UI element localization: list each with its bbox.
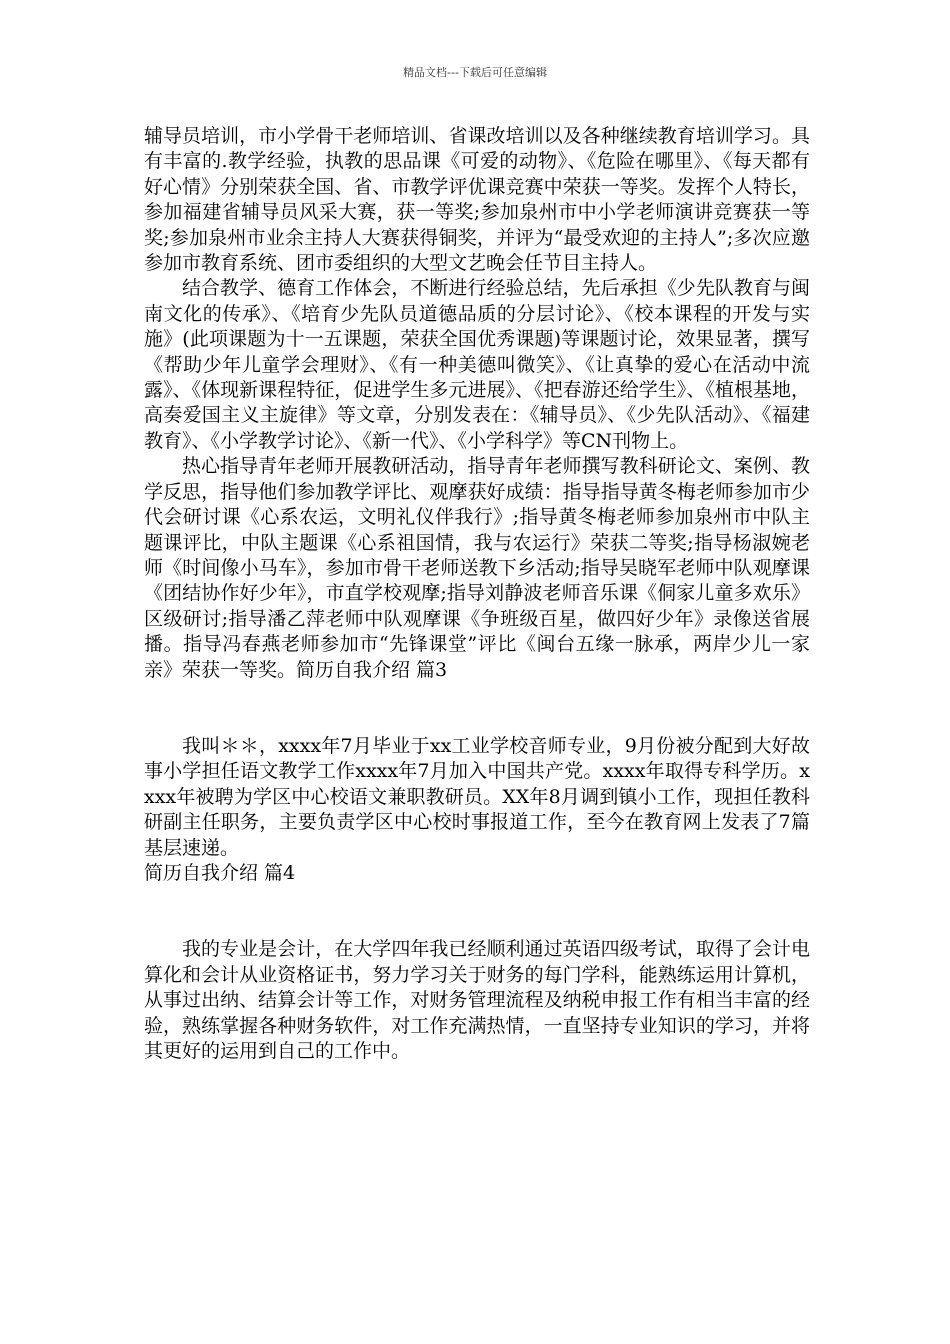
paragraph-mentoring: 热心指导青年老师开展教研活动，指导青年老师撰写教科研论文、案例、教学反思，指导他们参加教学评比、观摩获好成绩：指导指导黄冬梅老师参加市少代会研讨课《心系农运，文明礼仪伴我行》;指导黄冬梅老师参加泉州市中队主题课评比，中队主题课《心系祖国情，我与农运行》荣获二等奖;指导杨淑婉老师《时间像小马车》，参加市骨干老师送教下乡活动;指导吴晓军老师中队观摩课《团结协作好少年》，市直学校观摩;指导刘静波老师音乐课《侗家儿童多欢乐》区级研讨;指导潘乙萍老师中队观摩课《争班级百星，做四好少年》录像送省展播。指导冯春燕老师参加市“先锋课堂”评比《闽台五缘一脉承，两岸少儿一家亲》荣获一等奖。简历自我介绍 篇3 [144, 455, 810, 681]
document-body [144, 124, 810, 1064]
spacer [144, 683, 810, 734]
paragraph-training: 辅导员培训，市小学骨干老师培训、省课改培训以及各种继续教育培训学习。具有丰富的.教学经验，执教的思品课《可爱的动物》、《危险在哪里》、《每天都有好心情》分别荣获全国、省、市教学评优课竞赛中荣获一等奖。发挥个人特长，参加福建省辅导员风采大赛，获一等奖;参加泉州市中小学老师演讲竞赛获一等奖;参加泉州市业余主持人大赛获得铜奖，并评为“最受欢迎的主持人”;多次应邀参加市教育系统、团市委组织的大型文艺晚会任节目主持人。 [144, 125, 810, 275]
spacer [144, 886, 810, 937]
paragraph-research: 结合教学、德育工作体会，不断进行经验总结，先后承担《少先队教育与闽南文化的传承》、《培育少先队员道德品质的分层讨论》、《校本课程的开发与实施》(此项课题为十一五课题，荣获全国优秀课题)等课题讨论，效果显著，撰写《帮助少年儿童学会理财》、《有一种美德叫微笑》、《让真挚的爱心在活动中流露》、《体现新课程特征，促进学生多元进展》、《把春游还给学生》、《植根基地，高奏爱国主义主旋律》等文章，分别发表在：《辅导员》、《少先队活动》、《福建教育》、《小学教学讨论》、《新一代》、《小学科学》等CN刊物上。 [144, 277, 810, 452]
paragraph-resume-3: 我叫＊＊，xxxx年7月毕业于xx工业学校音师专业，9月份被分配到大好故事小学担任语文教学工作xxxx年7月加入中国共产党。xxxx年取得专科学历。xxxx年被聘为学区中心校语文兼职教研员。XX年8月调到镇小工作，现担任教科研副主任职务，主要负责学区中心校时事报道工作，至今在教育网上发表了7篇基层速递。 [144, 734, 810, 859]
page-header: 精品文档---下载后可任意编辑 [403, 66, 547, 79]
section-heading-4: 简历自我介绍 篇4 [144, 861, 296, 884]
paragraph-resume-4: 我的专业是会计，在大学四年我已经顺利通过英语四级考试，取得了会计电算化和会计从业资格证书，努力学习关于财务的每门学科，能熟练运用计算机，从事过出纳、结算会计等工作，对财务管理流程及纳税申报工作有相当丰富的经验，熟练掌握各种财务软件，对工作充满热情，一直坚持专业知识的学习，并将其更好的运用到自己的工作中。 [144, 938, 810, 1062]
